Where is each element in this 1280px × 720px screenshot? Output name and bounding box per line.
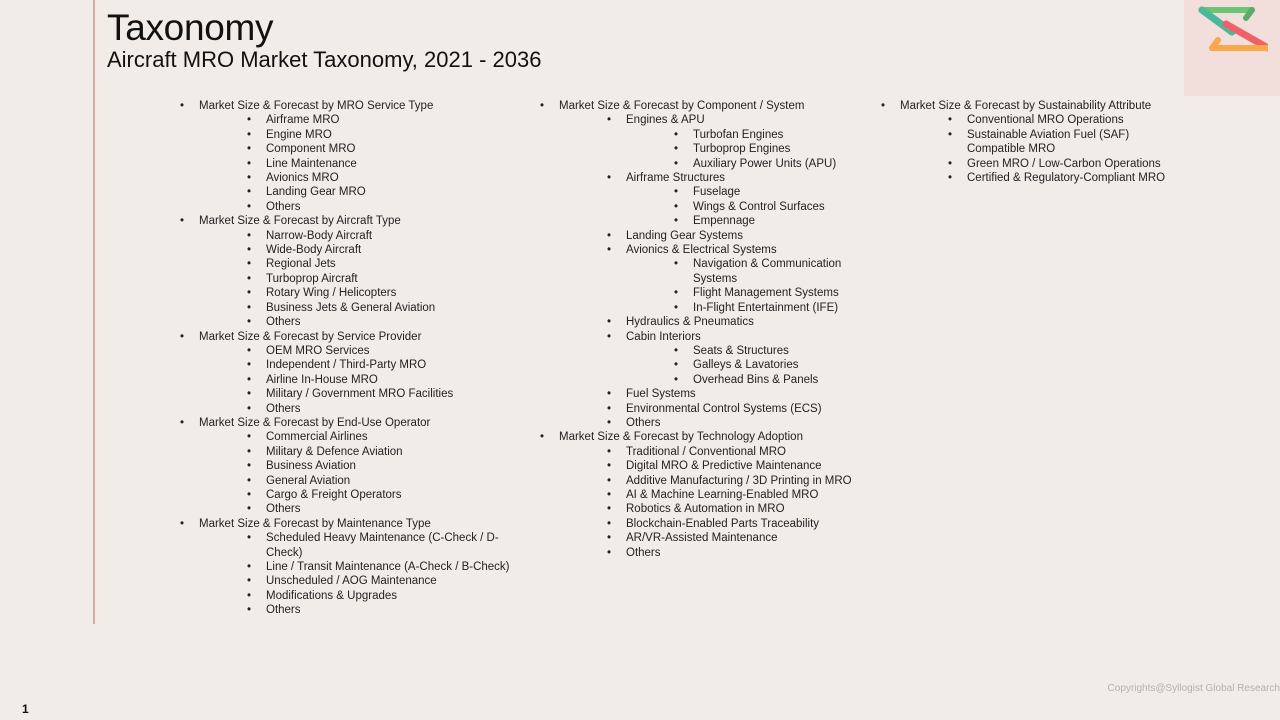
taxonomy-item — [247, 171, 520, 185]
taxonomy-section — [180, 517, 520, 618]
taxonomy-item — [247, 229, 520, 243]
bullet-icon: • — [607, 388, 612, 401]
bullet-icon: • — [948, 172, 953, 185]
bullet-icon: • — [607, 114, 612, 127]
taxonomy-item-label: Airframe MRO — [266, 114, 340, 127]
bullet-icon: • — [247, 229, 252, 242]
bullet-icon: • — [247, 575, 252, 588]
bullet-icon: • — [674, 128, 679, 141]
bullet-icon: • — [247, 388, 252, 401]
bullet-icon: • — [247, 244, 252, 257]
bullet-icon: • — [247, 344, 252, 357]
taxonomy-item-label: AR/VR-Assisted Maintenance — [626, 532, 778, 545]
taxonomy-item-label: Narrow-Body Aircraft — [266, 229, 373, 242]
taxonomy-item — [607, 459, 880, 473]
taxonomy-subitem-label: Galleys & Lavatories — [693, 359, 799, 372]
taxonomy-item-label: Business Jets & General Aviation — [266, 301, 436, 314]
taxonomy-item — [607, 517, 880, 531]
taxonomy-item — [247, 157, 520, 171]
taxonomy-subitem-label: Overhead Bins & Panels — [693, 373, 819, 386]
bullet-icon: • — [948, 128, 953, 141]
taxonomy-item-label: Certified & Regulatory-Compliant MRO — [967, 172, 1166, 185]
taxonomy-item — [607, 387, 880, 401]
logo — [1184, 0, 1280, 96]
taxonomy-item — [247, 531, 520, 560]
bullet-icon: • — [607, 229, 612, 242]
taxonomy-section-label: Market Size & Forecast by Sustainability Attribute — [900, 100, 1152, 112]
taxonomy-item-label: Landing Gear MRO — [266, 186, 366, 199]
taxonomy-item — [607, 502, 880, 516]
taxonomy-item — [607, 113, 880, 171]
taxonomy-item-label: Others — [266, 200, 301, 213]
taxonomy-item-label: Line Maintenance — [266, 157, 357, 170]
taxonomy-section — [881, 99, 1181, 185]
taxonomy-item-label: Airframe Structures — [626, 172, 726, 185]
taxonomy-subitem-label: Turbofan Engines — [693, 128, 784, 141]
taxonomy-item — [607, 402, 880, 416]
taxonomy-item-label: Green MRO / Low-Carbon Operations — [967, 157, 1161, 170]
bullet-icon: • — [607, 517, 612, 530]
bullet-icon: • — [607, 172, 612, 185]
taxonomy-column-2 — [540, 99, 880, 560]
bullet-icon: • — [247, 143, 252, 156]
bullet-icon: • — [674, 287, 679, 300]
taxonomy-section-label: Market Size & Forecast by End-Use Operator — [199, 416, 431, 429]
taxonomy-item — [247, 257, 520, 271]
taxonomy-item-label: Military / Government MRO Facilities — [266, 388, 454, 401]
taxonomy-subitem — [674, 142, 880, 156]
taxonomy-item-label: Avionics & Electrical Systems — [626, 244, 777, 257]
taxonomy-section — [180, 416, 520, 517]
taxonomy-subitem — [674, 373, 880, 387]
taxonomy-subitem-label: Turboprop Engines — [693, 143, 791, 156]
taxonomy-item — [247, 488, 520, 502]
taxonomy-item-label: Cabin Interiors — [626, 330, 701, 343]
taxonomy-item — [247, 502, 520, 516]
taxonomy-item-label: Component MRO — [266, 143, 356, 156]
taxonomy-item — [247, 387, 520, 401]
bullet-icon: • — [247, 316, 252, 329]
taxonomy-subitem-label: Navigation & Communication Systems — [693, 258, 842, 285]
taxonomy-section-label: Market Size & Forecast by Component / System — [559, 100, 805, 112]
taxonomy-item — [247, 373, 520, 387]
bullet-icon: • — [607, 488, 612, 501]
taxonomy-item — [607, 330, 880, 388]
taxonomy-item-label: Independent / Third-Party MRO — [266, 359, 427, 372]
taxonomy-item — [948, 128, 1181, 157]
taxonomy-section-label: Market Size & Forecast by Maintenance Type — [199, 517, 431, 530]
taxonomy-item-label: Traditional / Conventional MRO — [626, 445, 787, 458]
bullet-icon: • — [247, 114, 252, 127]
taxonomy-item-label: Scheduled Heavy Maintenance (C-Check / D-Check) — [266, 532, 499, 559]
taxonomy-subitem — [674, 214, 880, 228]
taxonomy-item-label: Robotics & Automation in MRO — [626, 503, 785, 516]
taxonomy-item-label: Military & Defence Aviation — [266, 445, 403, 458]
taxonomy-item-label: Others — [266, 402, 301, 415]
taxonomy-subitem-label: Fuselage — [693, 186, 741, 199]
taxonomy-item-label: Unscheduled / AOG Maintenance — [266, 575, 437, 588]
bullet-icon: • — [247, 359, 252, 372]
bullet-icon: • — [540, 431, 545, 444]
bullet-icon: • — [247, 561, 252, 573]
taxonomy-subitem — [674, 157, 880, 171]
taxonomy-item-label: Fuel Systems — [626, 388, 696, 401]
taxonomy-subitem — [674, 257, 880, 286]
taxonomy-column-3 — [881, 99, 1181, 185]
bullet-icon: • — [247, 488, 252, 501]
taxonomy-item-label: Cargo & Freight Operators — [266, 488, 402, 501]
syllogist-logo-icon — [1196, 4, 1268, 56]
taxonomy-item-label: Avionics MRO — [266, 172, 339, 185]
bullet-icon: • — [247, 258, 252, 271]
bullet-icon: • — [247, 128, 252, 141]
taxonomy-item-label: Rotary Wing / Helicopters — [266, 287, 397, 300]
taxonomy-item-label: Regional Jets — [266, 258, 336, 271]
taxonomy-item-label: AI & Machine Learning-Enabled MRO — [626, 488, 819, 501]
taxonomy-item — [247, 445, 520, 459]
taxonomy-item-label: Environmental Control Systems (ECS) — [626, 402, 822, 415]
taxonomy-item — [607, 531, 880, 545]
bullet-icon: • — [247, 503, 252, 516]
taxonomy-item — [247, 286, 520, 300]
taxonomy-item-label: Blockchain-Enabled Parts Traceability — [626, 517, 820, 530]
page-title: Taxonomy — [107, 7, 274, 48]
taxonomy-item — [607, 229, 880, 243]
bullet-icon: • — [180, 416, 185, 429]
taxonomy-subitem-label: Empennage — [693, 215, 756, 228]
taxonomy-item-label: Hydraulics & Pneumatics — [626, 316, 754, 329]
bullet-icon: • — [607, 532, 612, 545]
accent-divider-line — [93, 0, 95, 624]
bullet-icon: • — [607, 546, 612, 559]
taxonomy-item — [607, 445, 880, 459]
taxonomy-subitem — [674, 301, 880, 315]
taxonomy-item — [247, 358, 520, 372]
bullet-icon: • — [674, 301, 679, 314]
taxonomy-column-1 — [180, 99, 520, 618]
bullet-icon: • — [948, 157, 953, 170]
taxonomy-item-label: Engine MRO — [266, 128, 332, 141]
taxonomy-item — [247, 113, 520, 127]
bullet-icon: • — [607, 474, 612, 487]
bullet-icon: • — [607, 330, 612, 343]
taxonomy-item-label: Turboprop Aircraft — [266, 272, 358, 285]
taxonomy-section — [180, 330, 520, 416]
page-number: 1 — [22, 702, 29, 716]
taxonomy-item — [607, 243, 880, 315]
taxonomy-section-label: Market Size & Forecast by Service Provider — [199, 330, 422, 343]
taxonomy-section — [540, 99, 880, 430]
bullet-icon: • — [247, 589, 252, 602]
taxonomy-item-label: OEM MRO Services — [266, 344, 370, 357]
taxonomy-section — [180, 99, 520, 214]
taxonomy-item — [247, 301, 520, 315]
taxonomy-item — [247, 589, 520, 603]
taxonomy-item — [247, 344, 520, 358]
taxonomy-item — [948, 157, 1181, 171]
taxonomy-subitem-label: In-Flight Entertainment (IFE) — [693, 301, 839, 314]
bullet-icon: • — [180, 100, 185, 112]
taxonomy-item-label: Others — [266, 604, 301, 617]
taxonomy-item — [607, 474, 880, 488]
bullet-icon: • — [180, 330, 185, 343]
taxonomy-subitem — [674, 185, 880, 199]
bullet-icon: • — [247, 301, 252, 314]
taxonomy-item — [247, 603, 520, 617]
taxonomy-subitem-label: Wings & Control Surfaces — [693, 200, 825, 213]
bullet-icon: • — [180, 517, 185, 530]
taxonomy-item-label: Line / Transit Maintenance (A-Check / B-Check) — [266, 561, 510, 573]
taxonomy-item — [607, 488, 880, 502]
bullet-icon: • — [674, 373, 679, 386]
bullet-icon: • — [674, 186, 679, 199]
copyright-text: Copyrights@Syllogist Global Research — [1107, 683, 1280, 694]
taxonomy-subitem-label: Seats & Structures — [693, 344, 789, 357]
bullet-icon: • — [607, 445, 612, 458]
bullet-icon: • — [607, 503, 612, 516]
bullet-icon: • — [674, 143, 679, 156]
taxonomy-item — [607, 546, 880, 560]
taxonomy-subitem — [674, 128, 880, 142]
taxonomy-item — [247, 474, 520, 488]
taxonomy-item — [247, 574, 520, 588]
bullet-icon: • — [674, 215, 679, 228]
taxonomy-item-label: Engines & APU — [626, 114, 705, 127]
bullet-icon: • — [607, 416, 612, 429]
taxonomy-section-label: Market Size & Forecast by MRO Service Type — [199, 100, 434, 112]
taxonomy-item — [247, 402, 520, 416]
bullet-icon: • — [247, 157, 252, 170]
taxonomy-subitem-label: Auxiliary Power Units (APU) — [693, 157, 837, 170]
bullet-icon: • — [674, 258, 679, 271]
taxonomy-section-label: Market Size & Forecast by Aircraft Type — [199, 215, 401, 228]
taxonomy-item — [247, 272, 520, 286]
taxonomy-item-label: General Aviation — [266, 474, 351, 487]
taxonomy-item — [948, 171, 1181, 185]
taxonomy-item — [247, 430, 520, 444]
bullet-icon: • — [247, 186, 252, 199]
bullet-icon: • — [247, 532, 252, 545]
taxonomy-item-label: Others — [266, 503, 301, 516]
taxonomy-item — [247, 459, 520, 473]
bullet-icon: • — [247, 604, 252, 617]
page-subtitle: Aircraft MRO Market Taxonomy, 2021 - 2036 — [107, 47, 542, 72]
taxonomy-subitem — [674, 358, 880, 372]
taxonomy-section — [180, 214, 520, 329]
taxonomy-item — [247, 185, 520, 199]
bullet-icon: • — [540, 100, 545, 112]
bullet-icon: • — [247, 474, 252, 487]
taxonomy-item — [607, 171, 880, 229]
taxonomy-item-label: Landing Gear Systems — [626, 229, 743, 242]
taxonomy-item — [247, 243, 520, 257]
bullet-icon: • — [607, 460, 612, 473]
bullet-icon: • — [247, 200, 252, 213]
taxonomy-subitem — [674, 200, 880, 214]
taxonomy-item — [247, 560, 520, 574]
bullet-icon: • — [881, 100, 886, 112]
bullet-icon: • — [607, 244, 612, 257]
taxonomy-item — [948, 113, 1181, 127]
taxonomy-subitem-label: Flight Management Systems — [693, 287, 839, 300]
bullet-icon: • — [948, 114, 953, 127]
taxonomy-item — [247, 128, 520, 142]
taxonomy-item-label: Digital MRO & Predictive Maintenance — [626, 460, 822, 473]
taxonomy-item-label: Others — [266, 316, 301, 329]
taxonomy-item — [607, 315, 880, 329]
taxonomy-item-label: Business Aviation — [266, 460, 356, 473]
taxonomy-subitem — [674, 344, 880, 358]
taxonomy-section — [540, 430, 880, 560]
taxonomy-item-label: Conventional MRO Operations — [967, 114, 1124, 127]
taxonomy-item-label: Others — [626, 546, 661, 559]
taxonomy-section-label: Market Size & Forecast by Technology Adoption — [559, 431, 803, 444]
bullet-icon: • — [180, 215, 185, 228]
bullet-icon: • — [674, 359, 679, 372]
bullet-icon: • — [247, 445, 252, 458]
bullet-icon: • — [247, 460, 252, 473]
bullet-icon: • — [674, 344, 679, 357]
bullet-icon: • — [674, 200, 679, 213]
bullet-icon: • — [247, 287, 252, 300]
taxonomy-item — [607, 416, 880, 430]
bullet-icon: • — [247, 431, 252, 444]
taxonomy-item-label: Commercial Airlines — [266, 431, 368, 444]
taxonomy-subitem — [674, 286, 880, 300]
bullet-icon: • — [607, 402, 612, 415]
taxonomy-item-label: Sustainable Aviation Fuel (SAF) Compatible MRO — [967, 128, 1130, 156]
taxonomy-item — [247, 200, 520, 214]
taxonomy-item-label: Airline In-House MRO — [266, 373, 378, 386]
bullet-icon: • — [607, 316, 612, 329]
taxonomy-item — [247, 315, 520, 329]
bullet-icon: • — [247, 272, 252, 285]
taxonomy-item-label: Others — [626, 416, 661, 429]
bullet-icon: • — [247, 402, 252, 415]
taxonomy-item-label: Modifications & Upgrades — [266, 589, 398, 602]
taxonomy-item-label: Additive Manufacturing / 3D Printing in MRO — [626, 474, 852, 487]
bullet-icon: • — [247, 172, 252, 185]
taxonomy-item — [247, 142, 520, 156]
bullet-icon: • — [247, 373, 252, 386]
taxonomy-item-label: Wide-Body Aircraft — [266, 244, 362, 257]
bullet-icon: • — [674, 157, 679, 170]
